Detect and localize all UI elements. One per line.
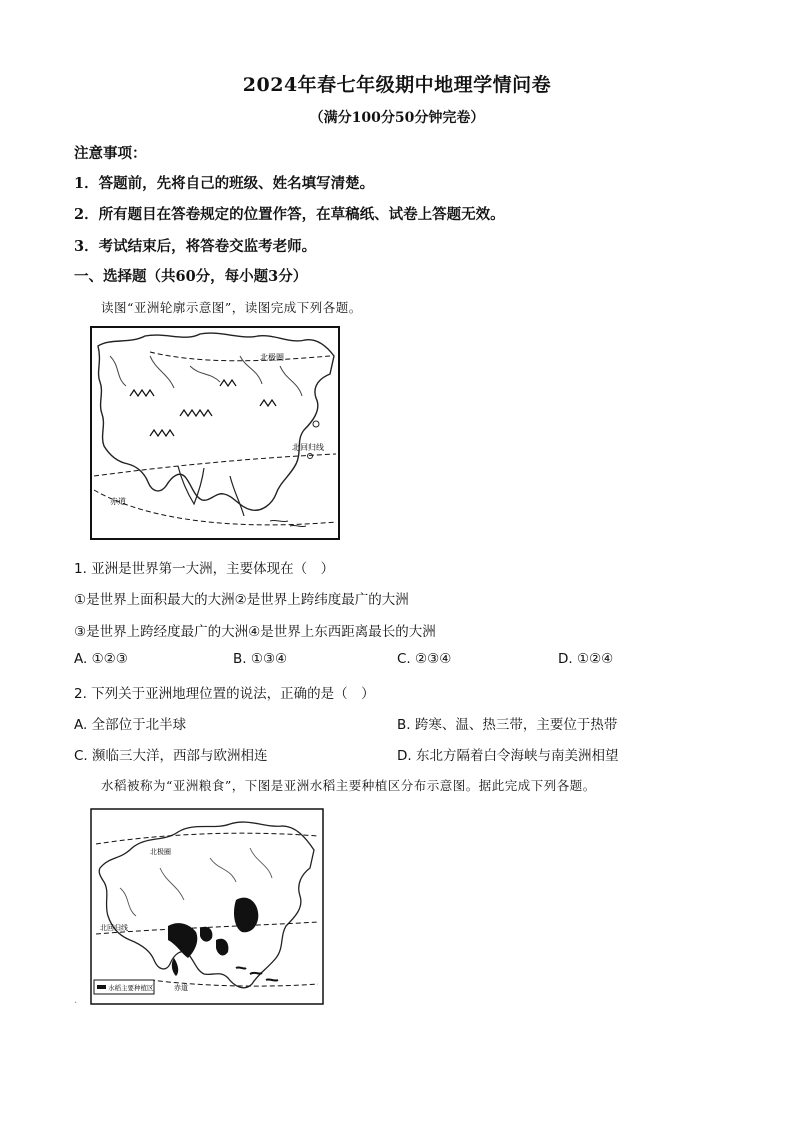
equator-label: 赤道 [110,497,126,506]
question-2-stem: 2. 下列关于亚洲地理位置的说法，正确的是（ ） [74,686,375,702]
arctic-label: 北极圈 [260,353,284,362]
map1-intro: 读图“亚洲轮廓示意图”，读图完成下列各题。 [101,300,362,315]
question-2-option-d[interactable]: D. 东北方隔着白令海峡与南美洲相望 [397,748,619,764]
question-1-stem: 1. 亚洲是世界第一大洲，主要体现在（ ） [74,561,335,577]
page-mark: · [74,998,78,1009]
note-item: 2．所有题目在答卷规定的位置作答，在草稿纸、试卷上答题无效。 [74,206,505,223]
question-2-option-a[interactable]: A. 全部位于北半球 [74,717,187,733]
asia-outline-map [90,326,340,540]
equator-label: 赤道 [174,984,188,992]
notes-heading: 注意事项： [74,145,147,162]
question-2-option-b[interactable]: B. 跨寒、温、热三带，主要位于热带 [397,717,618,733]
note-item: 3．考试结束后，将答卷交监考老师。 [74,238,317,255]
tropic-label: 北回归线 [100,924,128,932]
question-1-option-c[interactable]: C. ②③④ [397,651,452,667]
legend-swatch [97,985,106,989]
arctic-label: 北极圈 [150,848,171,856]
page-title: 2024年春七年级期中地理学情问卷 [242,74,552,96]
question-1-option-b[interactable]: B. ①③④ [233,651,288,667]
question-1-option-a[interactable]: A. ①②③ [74,651,128,667]
question-1-option-d[interactable]: D. ①②④ [558,651,614,667]
asia-rice-map [90,808,324,1005]
section-heading: 一、选择题（共60分，每小题3分） [74,268,308,285]
question-2-option-c[interactable]: C. 濒临三大洋，西部与欧洲相连 [74,748,268,764]
map2-intro: 水稻被称为“亚洲粮食”，下图是亚洲水稻主要种植区分布示意图。据此完成下列各题。 [101,778,596,793]
question-1-statement: ①是世界上面积最大的大洲②是世界上跨纬度最广的大洲 [74,592,409,608]
legend-label: 水稻主要种植区 [108,984,154,992]
note-item: 1．答题前，先将自己的班级、姓名填写清楚。 [74,175,375,192]
page-subtitle: （满分100分50分钟完卷） [309,110,485,126]
tropic-label: 北回归线 [292,443,324,452]
question-1-statement: ③是世界上跨经度最广的大洲④是世界上东西距离最长的大洲 [74,624,436,640]
